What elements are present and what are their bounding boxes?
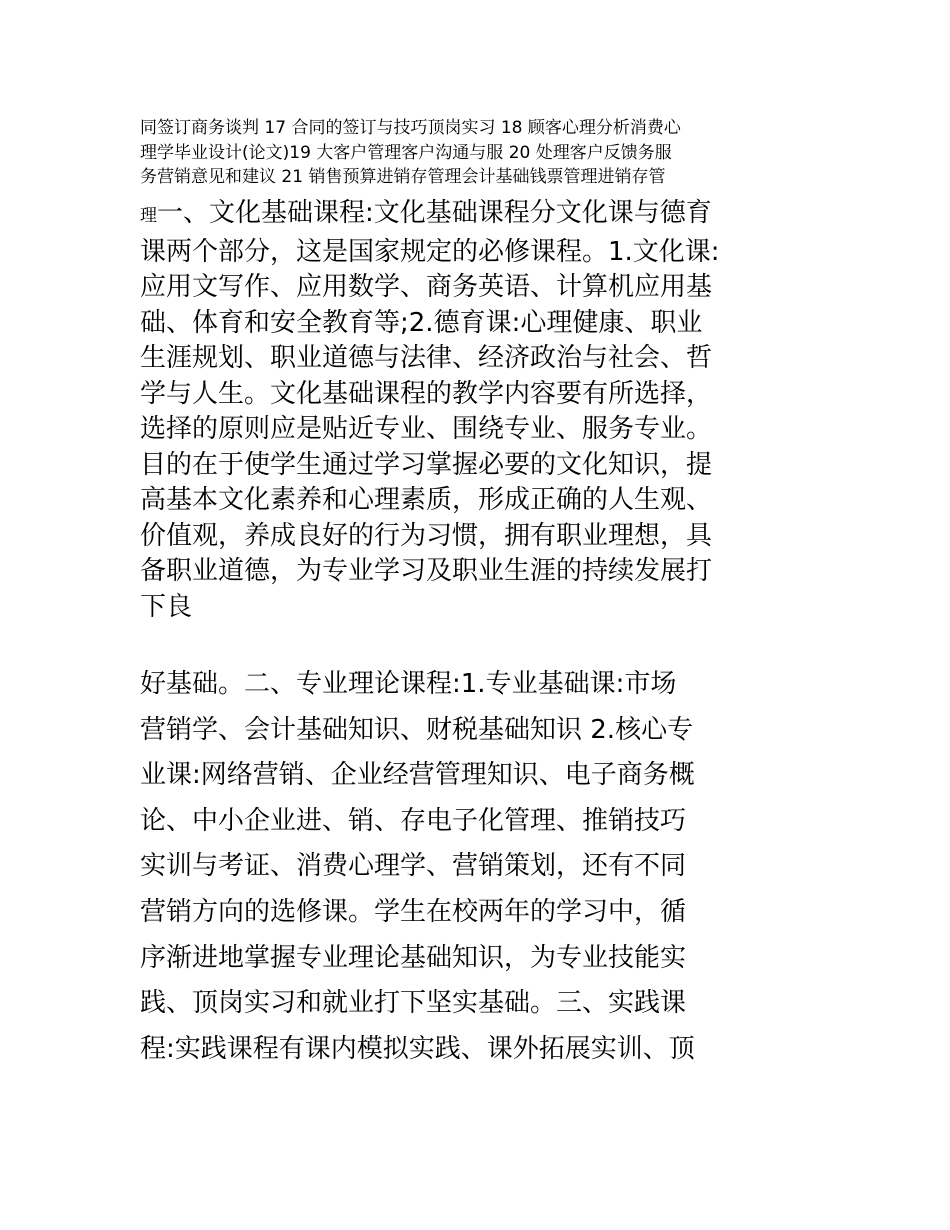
text-line: 序渐进地掌握专业理论基础知识，为专业技能实 xyxy=(140,942,687,973)
text-line: 目的在于使学生通过学习掌握必要的文化知识，提 xyxy=(140,449,713,480)
line-prefix: 理 xyxy=(140,206,157,226)
text-line: 营销学、会计基础知识、财税基础知识 2.核心专 xyxy=(140,714,694,745)
text-line: 应用文写作、应用数学、商务英语、计算机应用基 xyxy=(140,272,713,302)
text-line: 下良 xyxy=(140,591,193,622)
text-line: 好基础。二、专业理论课程:1.专业基础课:市场 xyxy=(140,669,677,699)
text-line: 论、中小企业进、销、存电子化管理、推销技巧 xyxy=(140,805,687,836)
text-line: 学与人生。文化基础课程的教学内容要有所选择， xyxy=(140,378,713,409)
text-line: 课两个部分，这是国家规定的必修课程。1.文化课: xyxy=(140,236,720,267)
text-line: 业课:网络营销、企业经营管理知识、电子商务概 xyxy=(140,760,695,791)
text-line: 备职业道德，为专业学习及职业生涯的持续发展打 xyxy=(140,556,713,586)
text-line-with-prefix xyxy=(140,196,812,235)
text-line: 生涯规划、职业道德与法律、经济政治与社会、哲 xyxy=(140,343,713,373)
text-line: 高基本文化素养和心理素质，形成正确的人生观、 xyxy=(140,485,713,515)
text-line: 营销方向的选修课。学生在校两年的学习中，循 xyxy=(140,896,687,927)
text-line: 同签订商务谈判 17 合同的签订与技巧顶岗实习 18 顾客心理分析消费心 xyxy=(140,118,681,138)
section-one-paragraph xyxy=(140,196,812,625)
intro-paragraph xyxy=(140,116,812,190)
text-line: 价值观，养成良好的行为习惯，拥有职业理想，具 xyxy=(140,520,713,551)
text-line: 践、顶岗实习和就业打下坚实基础。三、实践课 xyxy=(140,988,687,1019)
text-line: 选择的原则应是贴近专业、围绕专业、服务专业。 xyxy=(140,414,713,444)
text-line: 务营销意见和建议 21 销售预算进销存管理会计基础钱票管理进销存管 xyxy=(140,167,666,187)
text-line: 程:实践课程有课内模拟实践、课外拓展实训、顶 xyxy=(140,1033,695,1064)
text-line: 实训与考证、消费心理学、营销策划，还有不同 xyxy=(140,851,687,882)
text-line: 理学毕业设计(论文)19 大客户管理客户沟通与服 20 处理客户反馈务服 xyxy=(140,142,672,163)
text-line: 础、体育和安全教育等;2.德育课:心理健康、职业 xyxy=(140,307,703,338)
text-line: 一、文化基础课程:文化基础课程分文化课与德育 xyxy=(157,198,712,228)
section-two-paragraph xyxy=(140,662,812,1072)
